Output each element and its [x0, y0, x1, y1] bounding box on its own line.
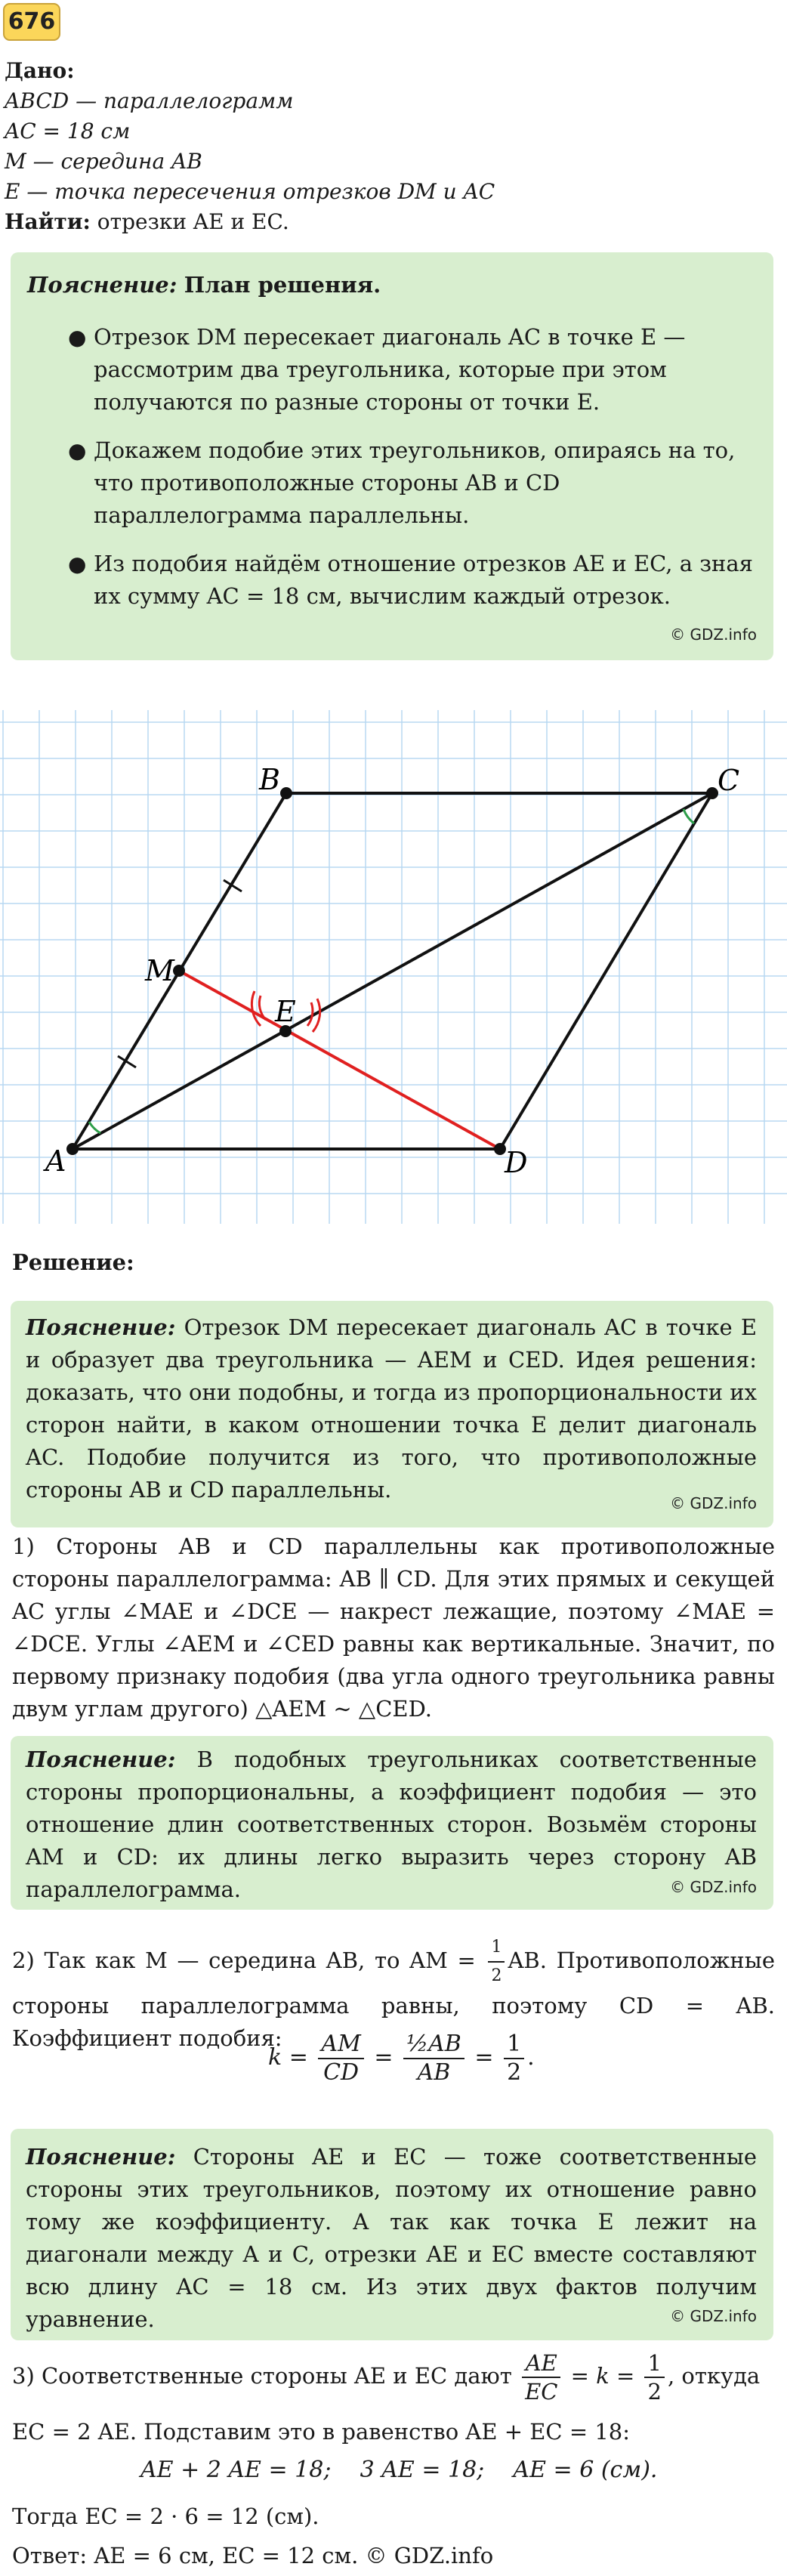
explanation-3-label: Пояснение:: [26, 2144, 176, 2170]
step-3-equation: AE + 2 AE = 18; 3 AE = 18; AE = 6 (см).: [140, 2457, 658, 2483]
fraction-denominator: 2: [491, 1966, 502, 1985]
explanation-3-text: [26, 2141, 757, 2336]
fraction-denominator: CD: [323, 2059, 360, 2086]
explanation-2-panel: [11, 1736, 773, 1910]
bullet-icon: ●: [68, 551, 87, 576]
formula-equals: =: [374, 2044, 394, 2071]
step-3-text-c: , откуда: [667, 2363, 761, 2389]
given-block: [5, 56, 495, 237]
fraction-numerator: 1: [644, 2349, 664, 2378]
plan-title: План решения.: [184, 272, 381, 298]
explanation-1-label: Пояснение:: [26, 1314, 176, 1340]
find-line: [5, 207, 495, 237]
fraction-k-half: [644, 2349, 664, 2405]
plan-item-text: Отрезок DM пересекает диагональ AC в точке E — рассмотрим два треугольника, которые при этом получаются по разные стороны от точки E.: [94, 324, 686, 415]
given-line-4: E — точка пересечения отрезков DM и AC: [5, 179, 495, 204]
plan-item-text: Из подобия найдём отношение отрезков AE и EC, а зная их сумму AC = 18 см, вычислим каждый отрезок.: [94, 551, 753, 609]
given-line-2: AC = 18 см: [5, 119, 131, 144]
explanation-2-label: Пояснение:: [26, 1747, 176, 1772]
formula-k: k =: [268, 2044, 308, 2071]
fraction-numerator: AM: [318, 2031, 363, 2059]
plan-heading: [27, 269, 755, 301]
formula-period: .: [527, 2044, 535, 2071]
label-m: M: [145, 954, 174, 987]
explanation-2-body: В подобных треугольниках соответственные стороны пропорциональны, а коэффициент подобия — это отношение длин соответственных сторон. Возьмём стороны AM и CD: их длины легко выразить через сторону AB параллелограмма.: [26, 1747, 758, 1902]
fraction-denominator: 2: [647, 2379, 662, 2405]
plan-item: [27, 548, 755, 613]
label-a: A: [45, 1144, 66, 1178]
fraction-numerator: 1: [504, 2031, 524, 2059]
step-3-line-2: EC = 2 AE. Подставим это в равенство AE + EC = 18:: [12, 2419, 631, 2445]
explanation-1-text: [26, 1311, 757, 1506]
step-1-text: 1) Стороны AB и CD параллельны как противоположные стороны параллелограмма: AB ∥ CD. Для этих прямых и секущей AC углы ∠MAE и ∠DCE — накрест лежащие, поэтому ∠MAE = ∠DCE. Углы ∠AEM и ∠CED равны как вертикальные. Значит, по первому признаку подобия (два угла одного треугольника равны двум углам другого) △AEM ∼ △CED.: [12, 1534, 775, 1722]
given-heading: Дано:: [5, 58, 75, 83]
problem-number-badge: 676: [3, 3, 60, 41]
half-fraction: [488, 1934, 505, 1990]
explanation-3-credit: © GDZ.info: [670, 2307, 757, 2325]
label-c: C: [718, 764, 740, 797]
fraction-numerator: ½AB: [403, 2031, 464, 2059]
step-3-line-1: [12, 2349, 775, 2405]
segment-dm: [179, 971, 500, 1149]
plan-list: [27, 321, 755, 613]
plan-item: [27, 321, 755, 419]
plan-label: Пояснение:: [27, 272, 177, 298]
step-2-after: AB. Противоположные стороны параллелограмма равны, поэтому CD = AB. Коэффициент подобия:: [12, 1947, 775, 2051]
fraction-am-cd: [318, 2031, 363, 2086]
grid: [0, 710, 787, 1224]
label-b: B: [259, 763, 280, 796]
fraction-numerator: 1: [488, 1934, 505, 1963]
step-3-text-a: 3) Соответственные стороны AE и EC дают: [12, 2363, 512, 2389]
plan-panel: [11, 252, 773, 660]
fraction-denominator: EC: [525, 2379, 558, 2405]
explanation-1-panel: [11, 1301, 773, 1527]
find-label: Найти:: [5, 209, 91, 234]
parallelogram-diagram: [0, 710, 787, 1224]
fraction-ae-ec: [522, 2349, 560, 2405]
step-2-before: 2) Так как M — середина AB, то AM =: [12, 1947, 476, 1973]
fraction-half-ab-ab: [403, 2031, 464, 2086]
solution-heading: Решение:: [12, 1249, 134, 1275]
bullet-icon: ●: [68, 325, 87, 350]
label-d: D: [505, 1146, 528, 1179]
explanation-3-panel: [11, 2129, 773, 2340]
fraction-numerator: AE: [522, 2349, 560, 2378]
find-text: отрезки AE и EC.: [97, 209, 289, 234]
step-3-then: Тогда EC = 2 · 6 = 12 (см).: [12, 2503, 319, 2529]
explanation-1-body: Отрезок DM пересекает диагональ AC в точке E и образует два треугольника — AEM и CED. Идея решения: доказать, что они подобны, и тогда из пропорциональности их сторон найти, в каком отношении точка E делит диагональ AC. Подобие получится из того, что противоположные стороны AB и CD параллельны.: [26, 1314, 757, 1503]
fraction-one-half: [504, 2031, 524, 2086]
fraction-denominator: AB: [417, 2059, 451, 2086]
given-line-3: M — середина AB: [5, 149, 202, 174]
explanation-1-credit: © GDZ.info: [670, 1494, 757, 1512]
explanation-2-credit: © GDZ.info: [670, 1878, 757, 1896]
explanation-3-body: Стороны AE и EC — тоже соответственные стороны этих треугольников, поэтому их отношение равно тому же коэффициенту. А так как точка E лежит на диагонали между A и C, отрезки AE и EC вместе составляют всю длину AC = 18 см. Из этих двух фактов получим уравнение.: [26, 2144, 757, 2332]
formula-equals: =: [474, 2044, 494, 2071]
explanation-2-text: [26, 1744, 757, 1906]
plan-item: [27, 434, 755, 532]
label-e: E: [275, 995, 296, 1028]
plan-item-text: Докажем подобие этих треугольников, опираясь на то, что противоположные стороны AB и CD параллелограмма параллельны.: [94, 437, 736, 528]
answer-line: Ответ: AE = 6 см, EC = 12 см. © GDZ.info: [12, 2543, 494, 2568]
plan-credit: © GDZ.info: [670, 625, 757, 644]
bullet-icon: ●: [68, 438, 87, 463]
step-3-text-b: = k =: [570, 2363, 635, 2389]
fraction-denominator: 2: [507, 2059, 522, 2086]
given-line-1: ABCD — параллелограмм: [5, 88, 294, 113]
similarity-coefficient-formula: [268, 2031, 535, 2086]
